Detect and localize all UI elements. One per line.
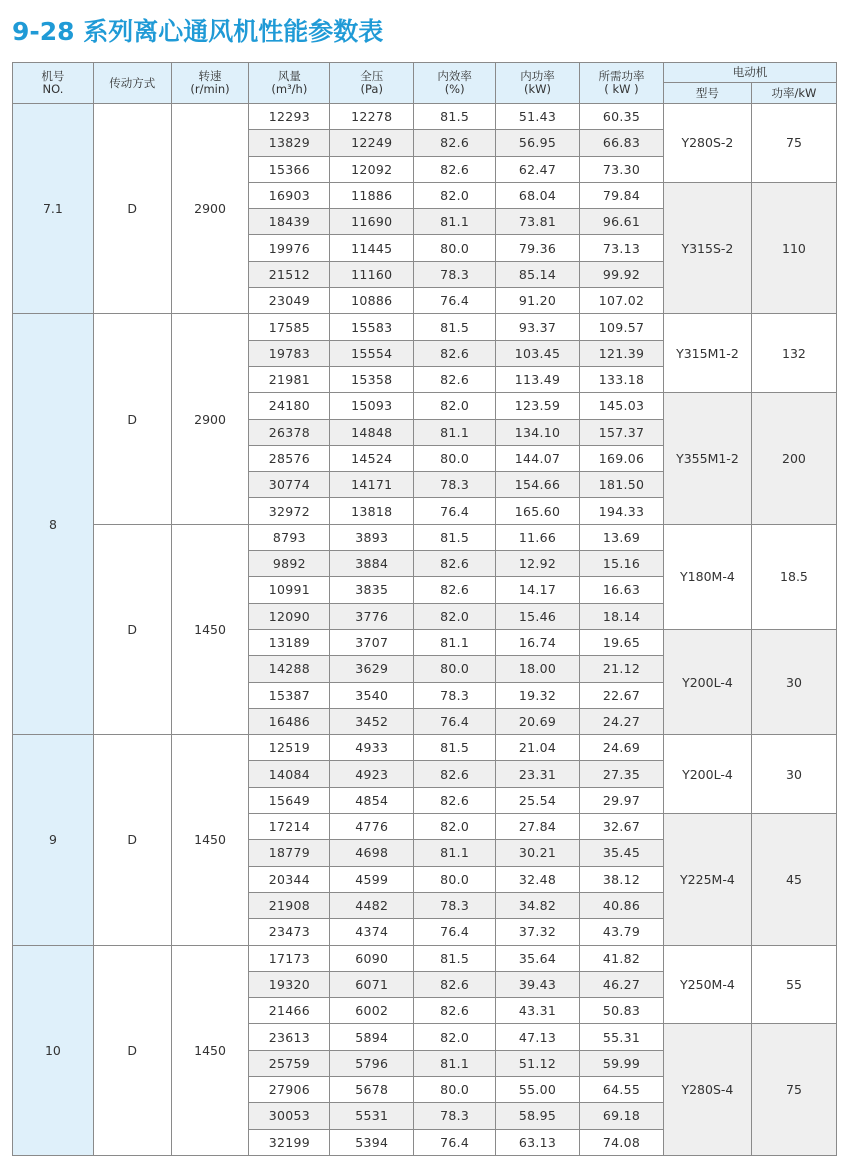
internal-power-cell: 43.31	[496, 998, 580, 1024]
efficiency-cell: 80.0	[414, 656, 496, 682]
flow-cell: 32972	[249, 498, 330, 524]
pressure-cell: 4854	[330, 787, 414, 813]
required-power-cell: 21.12	[580, 656, 664, 682]
efficiency-cell: 80.0	[414, 235, 496, 261]
internal-power-cell: 20.69	[496, 708, 580, 734]
efficiency-cell: 81.5	[414, 735, 496, 761]
internal-power-cell: 134.10	[496, 419, 580, 445]
pressure-cell: 3776	[330, 603, 414, 629]
header-motor-power: 功率/kW	[751, 83, 836, 104]
required-power-cell: 50.83	[580, 998, 664, 1024]
pressure-cell: 11690	[330, 209, 414, 235]
internal-power-cell: 14.17	[496, 577, 580, 603]
internal-power-cell: 55.00	[496, 1076, 580, 1102]
required-power-cell: 16.63	[580, 577, 664, 603]
table-row	[13, 104, 837, 130]
flow-cell: 10991	[249, 577, 330, 603]
machine-no-cell: 9	[13, 735, 94, 945]
internal-power-cell: 39.43	[496, 971, 580, 997]
machine-no-cell: 10	[13, 945, 94, 1155]
pressure-cell: 4698	[330, 840, 414, 866]
required-power-cell: 41.82	[580, 945, 664, 971]
internal-power-cell: 62.47	[496, 156, 580, 182]
motor-power-cell: 75	[751, 1024, 836, 1155]
machine-no-cell: 8	[13, 314, 94, 735]
performance-table	[12, 62, 837, 1156]
drive-cell: D	[93, 314, 171, 524]
pressure-cell: 12278	[330, 104, 414, 130]
internal-power-cell: 113.49	[496, 366, 580, 392]
efficiency-cell: 82.6	[414, 787, 496, 813]
internal-power-cell: 144.07	[496, 445, 580, 471]
required-power-cell: 32.67	[580, 814, 664, 840]
performance-table-container	[12, 62, 837, 1156]
flow-cell: 25759	[249, 1050, 330, 1076]
flow-cell: 13829	[249, 130, 330, 156]
required-power-cell: 99.92	[580, 261, 664, 287]
pressure-cell: 15583	[330, 314, 414, 340]
internal-power-cell: 51.43	[496, 104, 580, 130]
motor-model-cell: Y200L-4	[663, 735, 751, 814]
internal-power-cell: 15.46	[496, 603, 580, 629]
required-power-cell: 55.31	[580, 1024, 664, 1050]
efficiency-cell: 82.0	[414, 1024, 496, 1050]
internal-power-cell: 16.74	[496, 629, 580, 655]
internal-power-cell: 154.66	[496, 472, 580, 498]
efficiency-cell: 82.0	[414, 603, 496, 629]
flow-cell: 8793	[249, 524, 330, 550]
pressure-cell: 3452	[330, 708, 414, 734]
speed-cell: 2900	[171, 104, 249, 314]
motor-model-cell: Y315M1-2	[663, 314, 751, 393]
pressure-cell: 4599	[330, 866, 414, 892]
required-power-cell: 181.50	[580, 472, 664, 498]
efficiency-cell: 80.0	[414, 866, 496, 892]
pressure-cell: 11886	[330, 182, 414, 208]
internal-power-cell: 63.13	[496, 1129, 580, 1155]
pressure-cell: 3893	[330, 524, 414, 550]
pressure-cell: 15554	[330, 340, 414, 366]
required-power-cell: 60.35	[580, 104, 664, 130]
pressure-cell: 11445	[330, 235, 414, 261]
required-power-cell: 40.86	[580, 892, 664, 918]
efficiency-cell: 82.6	[414, 761, 496, 787]
pressure-cell: 5678	[330, 1076, 414, 1102]
table-row	[13, 524, 837, 550]
internal-power-cell: 47.13	[496, 1024, 580, 1050]
drive-cell: D	[93, 524, 171, 734]
flow-cell: 19783	[249, 340, 330, 366]
motor-model-cell: Y225M-4	[663, 814, 751, 945]
efficiency-cell: 80.0	[414, 445, 496, 471]
required-power-cell: 27.35	[580, 761, 664, 787]
flow-cell: 23473	[249, 919, 330, 945]
flow-cell: 15649	[249, 787, 330, 813]
flow-cell: 17214	[249, 814, 330, 840]
flow-cell: 21512	[249, 261, 330, 287]
internal-power-cell: 123.59	[496, 393, 580, 419]
flow-cell: 21908	[249, 892, 330, 918]
internal-power-cell: 79.36	[496, 235, 580, 261]
required-power-cell: 18.14	[580, 603, 664, 629]
motor-power-cell: 75	[751, 104, 836, 183]
efficiency-cell: 81.5	[414, 314, 496, 340]
required-power-cell: 107.02	[580, 288, 664, 314]
flow-cell: 14084	[249, 761, 330, 787]
efficiency-cell: 82.6	[414, 130, 496, 156]
efficiency-cell: 80.0	[414, 1076, 496, 1102]
flow-cell: 19320	[249, 971, 330, 997]
required-power-cell: 13.69	[580, 524, 664, 550]
pressure-cell: 3629	[330, 656, 414, 682]
required-power-cell: 73.13	[580, 235, 664, 261]
flow-cell: 12090	[249, 603, 330, 629]
pressure-cell: 5894	[330, 1024, 414, 1050]
speed-cell: 1450	[171, 735, 249, 945]
internal-power-cell: 32.48	[496, 866, 580, 892]
efficiency-cell: 82.6	[414, 156, 496, 182]
required-power-cell: 46.27	[580, 971, 664, 997]
pressure-cell: 3884	[330, 551, 414, 577]
header-flow: 风量 (m³/h)	[249, 63, 330, 104]
pressure-cell: 12249	[330, 130, 414, 156]
motor-model-cell: Y355M1-2	[663, 393, 751, 524]
pressure-cell: 11160	[330, 261, 414, 287]
flow-cell: 27906	[249, 1076, 330, 1102]
header-pressure: 全压 (Pa)	[330, 63, 414, 104]
internal-power-cell: 18.00	[496, 656, 580, 682]
efficiency-cell: 82.6	[414, 551, 496, 577]
efficiency-cell: 76.4	[414, 919, 496, 945]
internal-power-cell: 103.45	[496, 340, 580, 366]
required-power-cell: 24.27	[580, 708, 664, 734]
pressure-cell: 13818	[330, 498, 414, 524]
flow-cell: 20344	[249, 866, 330, 892]
flow-cell: 16903	[249, 182, 330, 208]
efficiency-cell: 81.1	[414, 629, 496, 655]
efficiency-cell: 82.0	[414, 814, 496, 840]
flow-cell: 17585	[249, 314, 330, 340]
pressure-cell: 4482	[330, 892, 414, 918]
efficiency-cell: 82.6	[414, 340, 496, 366]
internal-power-cell: 35.64	[496, 945, 580, 971]
efficiency-cell: 76.4	[414, 288, 496, 314]
flow-cell: 26378	[249, 419, 330, 445]
efficiency-cell: 76.4	[414, 498, 496, 524]
required-power-cell: 29.97	[580, 787, 664, 813]
required-power-cell: 24.69	[580, 735, 664, 761]
pressure-cell: 3540	[330, 682, 414, 708]
internal-power-cell: 85.14	[496, 261, 580, 287]
page-title: 9-28 系列离心通风机性能参数表	[12, 17, 384, 46]
machine-no-cell: 7.1	[13, 104, 94, 314]
flow-cell: 30774	[249, 472, 330, 498]
efficiency-cell: 81.1	[414, 840, 496, 866]
efficiency-cell: 82.0	[414, 182, 496, 208]
motor-model-cell: Y280S-2	[663, 104, 751, 183]
motor-model-cell: Y180M-4	[663, 524, 751, 629]
required-power-cell: 19.65	[580, 629, 664, 655]
efficiency-cell: 82.6	[414, 971, 496, 997]
required-power-cell: 133.18	[580, 366, 664, 392]
motor-model-cell: Y200L-4	[663, 629, 751, 734]
internal-power-cell: 56.95	[496, 130, 580, 156]
efficiency-cell: 82.6	[414, 998, 496, 1024]
efficiency-cell: 78.3	[414, 1103, 496, 1129]
header-motor-model: 型号	[663, 83, 751, 104]
pressure-cell: 15093	[330, 393, 414, 419]
header-speed: 转速 (r/min)	[171, 63, 249, 104]
motor-power-cell: 110	[751, 182, 836, 313]
pressure-cell: 6090	[330, 945, 414, 971]
efficiency-cell: 82.6	[414, 366, 496, 392]
flow-cell: 16486	[249, 708, 330, 734]
table-body	[13, 104, 837, 1156]
header-drive: 传动方式	[93, 63, 171, 104]
efficiency-cell: 76.4	[414, 1129, 496, 1155]
flow-cell: 23613	[249, 1024, 330, 1050]
internal-power-cell: 93.37	[496, 314, 580, 340]
drive-cell: D	[93, 735, 171, 945]
internal-power-cell: 68.04	[496, 182, 580, 208]
required-power-cell: 15.16	[580, 551, 664, 577]
pressure-cell: 4776	[330, 814, 414, 840]
required-power-cell: 74.08	[580, 1129, 664, 1155]
required-power-cell: 79.84	[580, 182, 664, 208]
speed-cell: 1450	[171, 524, 249, 734]
flow-cell: 30053	[249, 1103, 330, 1129]
internal-power-cell: 11.66	[496, 524, 580, 550]
internal-power-cell: 25.54	[496, 787, 580, 813]
efficiency-cell: 81.5	[414, 945, 496, 971]
header-internal-power: 内功率 (kW)	[496, 63, 580, 104]
flow-cell: 21981	[249, 366, 330, 392]
motor-power-cell: 55	[751, 945, 836, 1024]
pressure-cell: 4923	[330, 761, 414, 787]
flow-cell: 15366	[249, 156, 330, 182]
required-power-cell: 59.99	[580, 1050, 664, 1076]
header-efficiency: 内效率 (%)	[414, 63, 496, 104]
table-row	[13, 735, 837, 761]
table-row	[13, 314, 837, 340]
pressure-cell: 4374	[330, 919, 414, 945]
required-power-cell: 73.30	[580, 156, 664, 182]
pressure-cell: 6071	[330, 971, 414, 997]
internal-power-cell: 51.12	[496, 1050, 580, 1076]
pressure-cell: 10886	[330, 288, 414, 314]
motor-model-cell: Y315S-2	[663, 182, 751, 313]
flow-cell: 18779	[249, 840, 330, 866]
internal-power-cell: 27.84	[496, 814, 580, 840]
pressure-cell: 3707	[330, 629, 414, 655]
required-power-cell: 169.06	[580, 445, 664, 471]
motor-power-cell: 30	[751, 629, 836, 734]
pressure-cell: 14848	[330, 419, 414, 445]
drive-cell: D	[93, 104, 171, 314]
pressure-cell: 6002	[330, 998, 414, 1024]
efficiency-cell: 78.3	[414, 472, 496, 498]
pressure-cell: 5531	[330, 1103, 414, 1129]
pressure-cell: 14524	[330, 445, 414, 471]
required-power-cell: 109.57	[580, 314, 664, 340]
drive-cell: D	[93, 945, 171, 1155]
internal-power-cell: 73.81	[496, 209, 580, 235]
internal-power-cell: 91.20	[496, 288, 580, 314]
motor-power-cell: 132	[751, 314, 836, 393]
flow-cell: 18439	[249, 209, 330, 235]
efficiency-cell: 81.5	[414, 524, 496, 550]
efficiency-cell: 81.1	[414, 419, 496, 445]
motor-power-cell: 200	[751, 393, 836, 524]
internal-power-cell: 12.92	[496, 551, 580, 577]
motor-model-cell: Y250M-4	[663, 945, 751, 1024]
flow-cell: 15387	[249, 682, 330, 708]
flow-cell: 19976	[249, 235, 330, 261]
flow-cell: 12519	[249, 735, 330, 761]
efficiency-cell: 78.3	[414, 892, 496, 918]
internal-power-cell: 21.04	[496, 735, 580, 761]
internal-power-cell: 23.31	[496, 761, 580, 787]
required-power-cell: 38.12	[580, 866, 664, 892]
motor-power-cell: 18.5	[751, 524, 836, 629]
efficiency-cell: 76.4	[414, 708, 496, 734]
efficiency-cell: 81.1	[414, 209, 496, 235]
efficiency-cell: 78.3	[414, 682, 496, 708]
pressure-cell: 12092	[330, 156, 414, 182]
speed-cell: 2900	[171, 314, 249, 524]
required-power-cell: 35.45	[580, 840, 664, 866]
pressure-cell: 5394	[330, 1129, 414, 1155]
required-power-cell: 157.37	[580, 419, 664, 445]
header-required-power: 所需功率 ( kW )	[580, 63, 664, 104]
flow-cell: 24180	[249, 393, 330, 419]
flow-cell: 23049	[249, 288, 330, 314]
efficiency-cell: 82.0	[414, 393, 496, 419]
required-power-cell: 69.18	[580, 1103, 664, 1129]
internal-power-cell: 34.82	[496, 892, 580, 918]
flow-cell: 17173	[249, 945, 330, 971]
internal-power-cell: 165.60	[496, 498, 580, 524]
header-no: 机号 NO.	[13, 63, 94, 104]
internal-power-cell: 30.21	[496, 840, 580, 866]
required-power-cell: 121.39	[580, 340, 664, 366]
required-power-cell: 22.67	[580, 682, 664, 708]
required-power-cell: 145.03	[580, 393, 664, 419]
required-power-cell: 194.33	[580, 498, 664, 524]
pressure-cell: 4933	[330, 735, 414, 761]
motor-power-cell: 30	[751, 735, 836, 814]
pressure-cell: 5796	[330, 1050, 414, 1076]
efficiency-cell: 82.6	[414, 577, 496, 603]
flow-cell: 14288	[249, 656, 330, 682]
pressure-cell: 14171	[330, 472, 414, 498]
pressure-cell: 3835	[330, 577, 414, 603]
table-header	[13, 63, 837, 104]
efficiency-cell: 81.1	[414, 1050, 496, 1076]
internal-power-cell: 58.95	[496, 1103, 580, 1129]
required-power-cell: 43.79	[580, 919, 664, 945]
header-motor: 电动机	[663, 63, 836, 83]
flow-cell: 28576	[249, 445, 330, 471]
pressure-cell: 15358	[330, 366, 414, 392]
flow-cell: 12293	[249, 104, 330, 130]
required-power-cell: 96.61	[580, 209, 664, 235]
flow-cell: 9892	[249, 551, 330, 577]
efficiency-cell: 81.5	[414, 104, 496, 130]
table-row	[13, 945, 837, 971]
speed-cell: 1450	[171, 945, 249, 1155]
flow-cell: 13189	[249, 629, 330, 655]
flow-cell: 21466	[249, 998, 330, 1024]
motor-power-cell: 45	[751, 814, 836, 945]
required-power-cell: 64.55	[580, 1076, 664, 1102]
flow-cell: 32199	[249, 1129, 330, 1155]
efficiency-cell: 78.3	[414, 261, 496, 287]
internal-power-cell: 19.32	[496, 682, 580, 708]
motor-model-cell: Y280S-4	[663, 1024, 751, 1155]
required-power-cell: 66.83	[580, 130, 664, 156]
internal-power-cell: 37.32	[496, 919, 580, 945]
